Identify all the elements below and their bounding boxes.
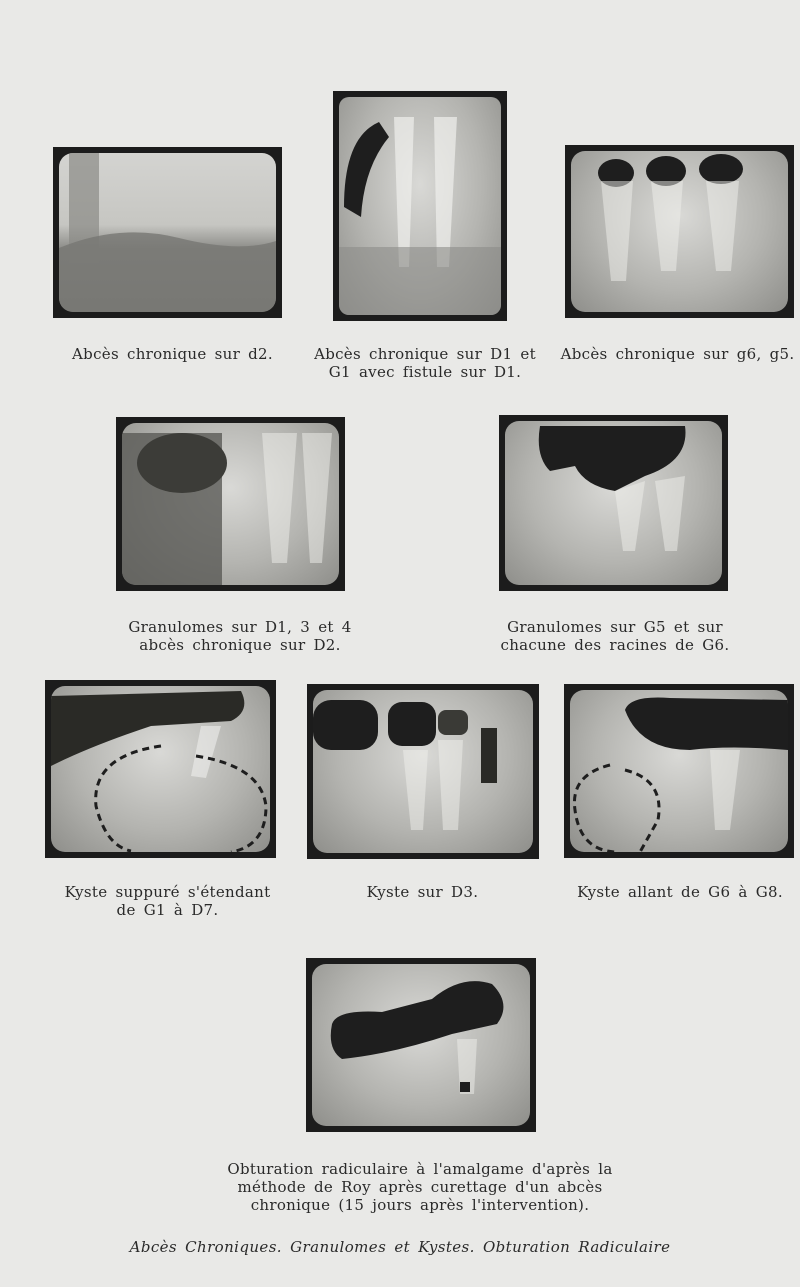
caption-line: abcès chronique sur D2. [139,636,341,654]
caption-1 [40,345,305,363]
plate-title: Abcès Chroniques. Granulomes et Kystes. Obturation Radiculaire [129,1238,671,1256]
caption-4 [105,618,375,654]
caption-line: chronique (15 jours après l'intervention). [250,1196,590,1214]
radiograph-2 [333,91,507,321]
radiograph-5 [499,415,728,591]
radiograph-8 [564,684,794,858]
caption-line: G1 avec fistule sur D1. [328,363,522,381]
caption-line: Obturation radiculaire à l'amalgame d'après la [227,1160,613,1178]
radiograph-9 [306,958,536,1132]
caption-line: chacune des racines de G6. [500,636,730,654]
radiograph-3 [565,145,794,318]
caption-line: Granulomes sur G5 et sur [507,618,723,636]
caption-5 [480,618,750,654]
caption-7 [305,883,540,901]
caption-line: Kyste sur D3. [366,883,479,901]
caption-8 [560,883,800,901]
caption-2 [300,345,550,381]
caption-3 [555,345,800,363]
caption-line: Kyste allant de G6 à G8. [577,883,783,901]
caption-line: Kyste suppuré s'étendant [64,883,271,901]
caption-line: Abcès chronique sur D1 et [314,345,536,363]
radiograph-7 [307,684,539,859]
caption-9 [180,1160,660,1214]
caption-line: Granulomes sur D1, 3 et 4 [128,618,352,636]
radiograph-1 [53,147,282,318]
caption-6 [40,883,295,919]
radiograph-4 [116,417,345,591]
caption-line: méthode de Roy après curettage d'un abcès [237,1178,603,1196]
caption-line: Abcès chronique sur g6, g5. [560,345,795,363]
caption-line: de G1 à D7. [116,901,219,919]
caption-line: Abcès chronique sur d2. [72,345,273,363]
radiograph-6 [45,680,276,858]
